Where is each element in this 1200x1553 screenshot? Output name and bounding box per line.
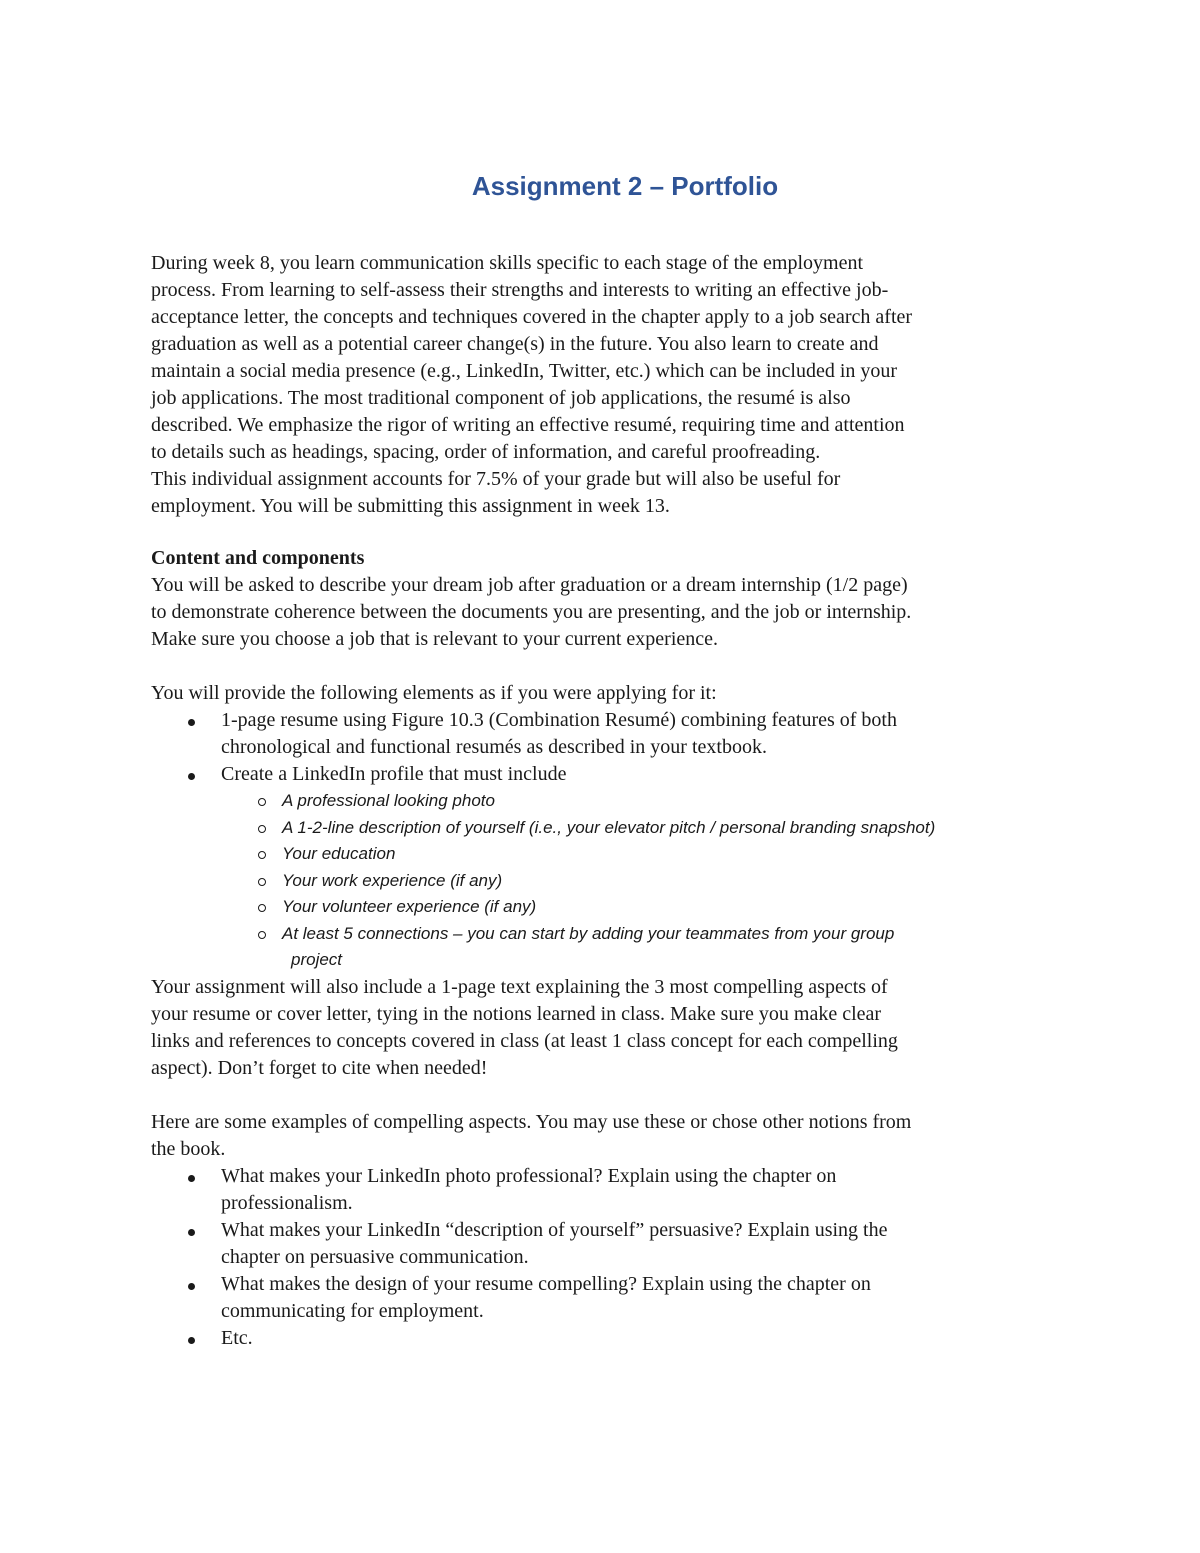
circle-bullet-icon: [258, 931, 266, 939]
text-line: described. We emphasize the rigor of writing an effective resumé, requiring time and attention: [151, 414, 905, 436]
text-line: employment. You will be submitting this assignment in week 13.: [151, 495, 670, 517]
text-line: You will be asked to describe your dream job after graduation or a dream internship (1/2 page): [151, 574, 908, 596]
list-item: [151, 1325, 1051, 1352]
text-line: This individual assignment accounts for 7.5% of your grade but will also be useful for: [151, 468, 841, 490]
sub-list-item: [151, 868, 1051, 895]
sub-list-item: [151, 921, 1051, 974]
page-title: Assignment 2 – Portfolio: [471, 171, 779, 201]
bullet-icon: [188, 1175, 195, 1182]
circle-bullet-icon: [258, 878, 266, 886]
list-item-text: What makes the design of your resume compelling? Explain using the chapter on: [221, 1272, 871, 1295]
text-line: Here are some examples of compelling aspects. You may use these or chose other notions from: [151, 1110, 912, 1133]
list-item: [151, 761, 1051, 788]
text-line: Make sure you choose a job that is relevant to your current experience.: [151, 628, 719, 650]
sub-list-item: [151, 815, 1051, 842]
list-item-text: chapter on persuasive communication.: [221, 1245, 529, 1268]
sub-list-item: [151, 894, 1051, 921]
list-item-text: Etc.: [221, 1326, 253, 1349]
circle-bullet-icon: [258, 825, 266, 833]
examples-intro: [151, 1109, 1051, 1163]
sub-list-item-text: At least 5 connections – you can start by adding your teammates from your group: [282, 923, 895, 943]
sub-list-item-text: project: [291, 950, 343, 969]
circle-bullet-icon: [258, 798, 266, 806]
text-line: graduation as well as a potential career change(s) in the future. You also learn to create and: [151, 333, 879, 355]
text-line: your resume or cover letter, tying in the notions learned in class. Make sure you make clear: [151, 1002, 882, 1025]
list-item-text: communicating for employment.: [221, 1299, 484, 1322]
text-line: Your assignment will also include a 1-page text explaining the 3 most compelling aspects of: [151, 975, 888, 998]
sub-list-item: [151, 841, 1051, 868]
list-item: [151, 1163, 1051, 1217]
examples-list: [151, 1163, 1051, 1352]
text-line: the book.: [151, 1137, 226, 1160]
list-item-text: What makes your LinkedIn “description of yourself” persuasive? Explain using the: [221, 1218, 888, 1241]
circle-bullet-icon: [258, 851, 266, 859]
elements-list: [151, 707, 1051, 974]
list-item-text: chronological and functional resumés as described in your textbook.: [221, 736, 767, 758]
sub-list-item-text: Your volunteer experience (if any): [282, 897, 537, 916]
text-line: maintain a social media presence (e.g., LinkedIn, Twitter, etc.) which can be included in your: [151, 360, 898, 382]
assignment-paragraph: [151, 974, 1051, 1082]
bullet-icon: [188, 1283, 195, 1290]
list-item-text: What makes your LinkedIn photo professional? Explain using the chapter on: [221, 1164, 837, 1187]
text-line: job applications. The most traditional component of job applications, the resumé is also: [151, 387, 851, 409]
circle-bullet-icon: [258, 904, 266, 912]
text-line: acceptance letter, the concepts and techniques covered in the chapter apply to a job search after: [151, 306, 913, 328]
list-item: [151, 1271, 1051, 1325]
sub-list-item-text: Your work experience (if any): [282, 870, 503, 890]
sub-list-item-text: A professional looking photo: [282, 791, 495, 810]
text-line: process. From learning to self-assess their strengths and interests to writing an effective job-: [151, 279, 889, 301]
provide-intro: You will provide the following elements as if you were applying for it:: [151, 682, 717, 704]
sub-list-item-text: Your education: [282, 844, 396, 863]
bullet-icon: [188, 1229, 195, 1236]
sub-list: [151, 788, 1051, 974]
list-item-text: 1-page resume using Figure 10.3 (Combination Resumé) combining features of both: [221, 709, 897, 731]
text-line: During week 8, you learn communication skills specific to each stage of the employment: [151, 252, 864, 274]
list-item-text: Create a LinkedIn profile that must include: [221, 763, 567, 785]
text-line: to details such as headings, spacing, order of information, and careful proofreading.: [151, 441, 821, 463]
list-item: [151, 1217, 1051, 1271]
bullet-icon: [188, 1337, 195, 1344]
list-item: [151, 707, 1051, 761]
intro-paragraph: [151, 250, 1051, 520]
bullet-icon: [188, 719, 195, 726]
section-heading: Content and components: [151, 547, 365, 569]
sub-list-item-text: A 1-2-line description of yourself (i.e., your elevator pitch / personal branding snapshot): [282, 817, 936, 837]
list-item-text: professionalism.: [221, 1191, 353, 1214]
document-page: [151, 166, 1051, 1352]
sub-list-item: [151, 788, 1051, 815]
text-line: aspect). Don’t forget to cite when needed!: [151, 1056, 488, 1079]
text-line: links and references to concepts covered in class (at least 1 class concept for each compelling: [151, 1029, 898, 1052]
text-line: to demonstrate coherence between the documents you are presenting, and the job or internship.: [151, 601, 912, 623]
bullet-icon: [188, 773, 195, 780]
content-paragraph: [151, 572, 1051, 653]
